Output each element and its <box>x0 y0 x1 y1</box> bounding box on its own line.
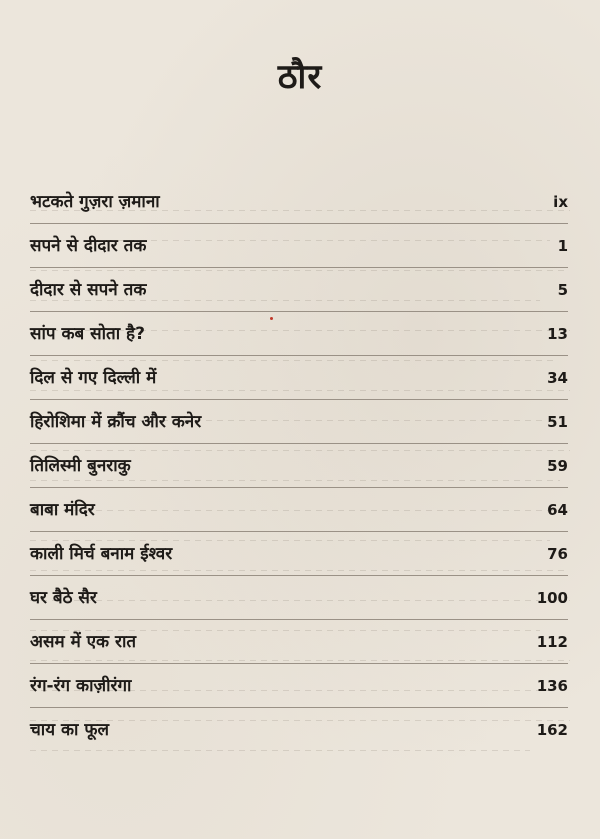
toc-entry-title: रंग-रंग काज़ीरंगा <box>30 676 132 696</box>
toc-entry[interactable] <box>30 366 568 410</box>
toc-entry-page: 13 <box>547 325 568 343</box>
toc-entry[interactable] <box>30 542 568 586</box>
toc-entry-page: 64 <box>547 501 568 519</box>
toc-entry[interactable] <box>30 278 568 322</box>
toc-entry-title: दिल से गए दिल्ली में <box>30 368 157 388</box>
toc-entry-page: 100 <box>536 589 568 607</box>
toc-entry-page: 59 <box>547 457 568 475</box>
toc-entry-page: 76 <box>547 545 568 563</box>
toc-entry-title: काली मिर्च बनाम ईश्वर <box>30 544 173 564</box>
toc-entry[interactable] <box>30 190 568 234</box>
toc-divider <box>30 531 568 532</box>
toc-entry[interactable] <box>30 674 568 718</box>
toc-entry-title: सपने से दीदार तक <box>30 236 147 256</box>
toc-entry[interactable] <box>30 410 568 454</box>
toc-entry[interactable] <box>30 586 568 630</box>
toc-divider <box>30 223 568 224</box>
toc-entry-page: 112 <box>536 633 568 651</box>
toc-divider <box>30 663 568 664</box>
toc-entry[interactable] <box>30 322 568 366</box>
toc-divider <box>30 399 568 400</box>
toc-divider <box>30 707 568 708</box>
toc-entry-title: बाबा मंदिर <box>30 500 95 520</box>
toc-entry-title: दीदार से सपने तक <box>30 280 147 300</box>
toc-entry-title: भटकते गुज़रा ज़माना <box>30 192 160 212</box>
toc-entry-title: घर बैठे सैर <box>30 588 97 608</box>
table-of-contents <box>30 190 568 762</box>
toc-divider <box>30 311 568 312</box>
toc-entry-title: तिलिस्मी बुनराकु <box>30 456 131 476</box>
toc-divider <box>30 443 568 444</box>
toc-entry[interactable] <box>30 630 568 674</box>
toc-entry-title: हिरोशिमा में क्रौंच और कनेर <box>30 412 202 432</box>
toc-entry-title: असम में एक रात <box>30 632 137 652</box>
toc-entry[interactable] <box>30 234 568 278</box>
toc-entry-page: 51 <box>547 413 568 431</box>
toc-entry[interactable] <box>30 454 568 498</box>
toc-divider <box>30 355 568 356</box>
toc-entry-page: 162 <box>536 721 568 739</box>
toc-entry-page: 34 <box>547 369 568 387</box>
toc-entry-title: चाय का फूल <box>30 720 109 740</box>
toc-entry[interactable] <box>30 718 568 762</box>
toc-divider <box>30 619 568 620</box>
ink-speck <box>270 317 273 320</box>
toc-entry-page: 5 <box>557 281 568 299</box>
toc-divider <box>30 575 568 576</box>
toc-entry-page: 136 <box>536 677 568 695</box>
toc-divider <box>30 267 568 268</box>
toc-entry-title: सांप कब सोता है? <box>30 324 145 344</box>
toc-entry-page: 1 <box>557 237 568 255</box>
toc-entry-page: ix <box>553 193 568 211</box>
toc-entry[interactable] <box>30 498 568 542</box>
page-title: ठौर <box>277 57 323 97</box>
toc-divider <box>30 487 568 488</box>
